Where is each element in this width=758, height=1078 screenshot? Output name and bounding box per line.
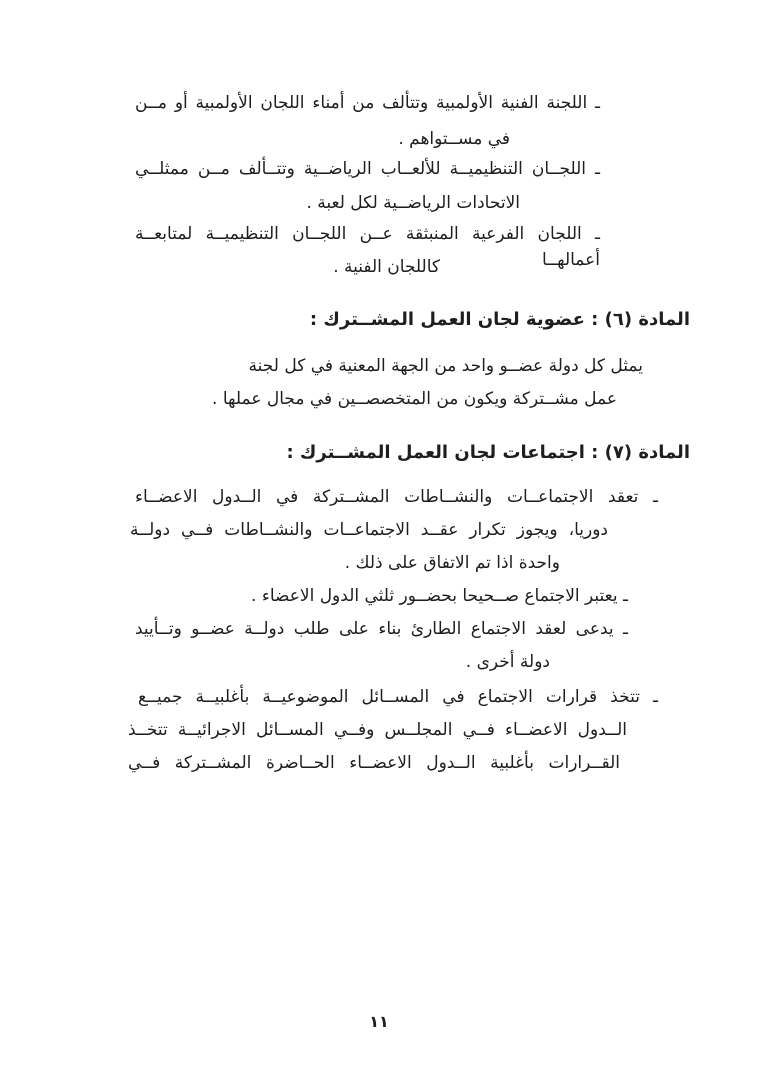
article-6-body-line-2: عمل مشــتركة ويكون من المتخصصــين في مجال عملها . — [212, 389, 617, 409]
article-7-bullet-1-line-3: واحدة اذا تم الاتفاق على ذلك . — [344, 553, 560, 573]
intro-bullet-1-line-1: ـ اللجنة الفنية الأولمبية وتتألف من أمناء اللجان الأولمبية أو مــن — [135, 93, 600, 113]
intro-bullet-2-line-2: الاتحادات الرياضــية لكل لعبة . — [306, 193, 520, 213]
article-7-bullet-3-line-1: ـ يدعى لعقد الاجتماع الطارئ بناء على طلب دولــة عضــو وتــأييد — [135, 619, 628, 639]
article-7-heading: المادة (٧) : اجتماعات لجان العمل المشــترك : — [286, 442, 690, 463]
article-7-bullet-1-line-1: ـ تعقد الاجتماعــات والنشــاطات المشــتركة في الــدول الاعضــاء — [135, 487, 658, 507]
article-7-bullet-1-line-2: دوريا، ويجوز تكرار عقــد الاجتماعــات والنشــاطات فــي دولــة — [130, 520, 608, 540]
article-6-heading: المادة (٦) : عضوية لجان العمل المشــترك : — [309, 309, 690, 330]
intro-bullet-1-line-2: في مســتواهم . — [398, 129, 510, 149]
article-7-bullet-4-line-1: ـ تتخذ قرارات الاجتماع في المســائل الموضوعيــة بأغلبيــة جميــع — [138, 687, 658, 707]
article-7-bullet-3-line-2: دولة أخرى . — [465, 652, 550, 672]
intro-bullet-3-line-1: ـ اللجان الفرعية المنبثقة عــن اللجــان التنظيميــة لمتابعــة أعمالهــا — [135, 224, 600, 270]
article-7-bullet-4-line-2: الــدول الاعضــاء فــي المجلــس وفــي المســائل الاجرائيــة تتخــذ — [128, 720, 627, 740]
article-6-body-line-1: يمثل كل دولة عضــو واحد من الجهة المعنية في كل لجنة — [248, 356, 643, 376]
intro-bullet-3-line-2: كاللجان الفنية . — [333, 257, 440, 277]
article-7-bullet-4-line-3: القــرارات بأغلبية الــدول الاعضــاء الحــاضرة المشــتركة فــي — [128, 753, 620, 773]
article-7-bullet-2-line-1: ـ يعتبر الاجتماع صــحيحا بحضــور ثلثي الدول الاعضاء . — [251, 586, 628, 606]
intro-bullet-2-line-1: ـ اللجــان التنظيميــة للألعــاب الرياضــية وتتــألف مــن ممثلــي — [135, 159, 600, 179]
page-number: ١١ — [369, 1012, 389, 1031]
